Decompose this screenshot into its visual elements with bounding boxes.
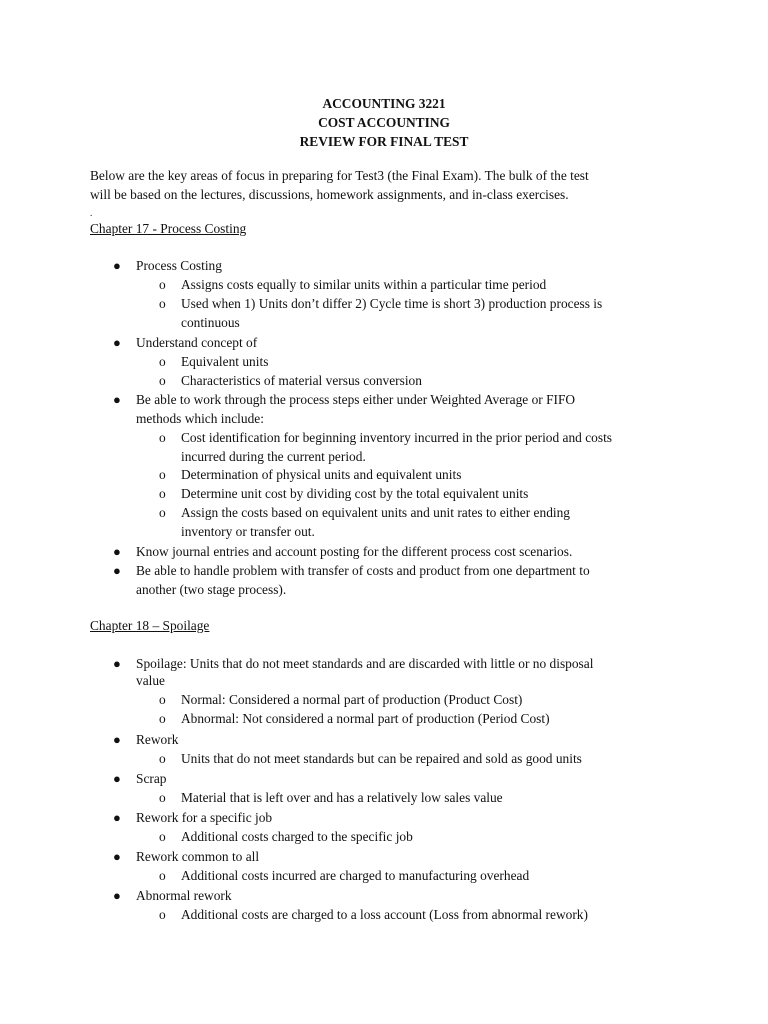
chapter-17-heading: Chapter 17 - Process Costing [90,221,247,236]
list-item: Rework [136,732,179,747]
sub-list-item-continued: continuous [181,315,240,330]
sub-bullet-icon: o [159,829,166,844]
bullet-icon: ● [113,656,121,671]
sub-list-item: Used when 1) Units don’t differ 2) Cycle time is short 3) production process is [181,296,603,311]
sub-bullet-icon: o [159,277,166,292]
bullet-icon: ● [113,732,121,747]
sub-bullet-icon: o [159,296,166,311]
sub-list-item-continued: incurred during the current period. [181,449,366,464]
list-item: Rework common to all [136,849,260,864]
sub-bullet-icon: o [159,711,166,726]
sub-bullet-icon: o [159,692,166,707]
list-item: Spoilage: Units that do not meet standards and are discarded with little or no disposal [136,656,594,671]
sub-list-item: Assign the costs based on equivalent units and unit rates to either ending [181,505,570,520]
sub-bullet-icon: o [159,467,166,482]
list-item: Understand concept of [136,335,258,350]
bullet-icon: ● [113,563,121,578]
sub-list-item: Additional costs are charged to a loss account (Loss from abnormal rework) [181,907,588,922]
sub-list-item: Normal: Considered a normal part of production (Product Cost) [181,692,523,707]
course-subtitle: COST ACCOUNTING [318,115,450,130]
sub-bullet-icon: o [159,354,166,369]
sub-bullet-icon: o [159,486,166,501]
list-item: Rework for a specific job [136,810,273,825]
sub-list-item: Additional costs incurred are charged to manufacturing overhead [181,868,530,883]
list-item-continued: another (two stage process). [136,582,287,597]
sub-list-item: Determine unit cost by dividing cost by the total equivalent units [181,486,529,501]
bullet-icon: ● [113,771,121,786]
sub-bullet-icon: o [159,790,166,805]
bullet-icon: ● [113,544,121,559]
intro-line-1: Below are the key areas of focus in preparing for Test3 (the Final Exam). The bulk of the test [90,168,589,183]
sub-list-item-continued: inventory or transfer out. [181,524,315,539]
sub-list-item: Units that do not meet standards but can be repaired and sold as good units [181,751,582,766]
sub-bullet-icon: o [159,373,166,388]
list-item: Process Costing [136,258,222,273]
bullet-icon: ● [113,849,121,864]
list-item: Know journal entries and account posting for the different process cost scenarios. [136,544,573,559]
sub-list-item: Abnormal: Not considered a normal part of production (Period Cost) [181,711,550,726]
sub-bullet-icon: o [159,868,166,883]
list-item: Be able to handle problem with transfer of costs and product from one department to [136,563,590,578]
list-item: Be able to work through the process steps either under Weighted Average or FIFO [136,392,576,407]
sub-list-item: Cost identification for beginning inventory incurred in the prior period and costs [181,430,613,445]
sub-list-item: Equivalent units [181,354,269,369]
sub-bullet-icon: o [159,430,166,445]
list-item-continued: methods which include: [136,411,264,426]
document-title: REVIEW FOR FINAL TEST [299,134,469,149]
list-item: Abnormal rework [136,888,232,903]
bullet-icon: ● [113,392,121,407]
bullet-icon: ● [113,258,121,273]
sub-bullet-icon: o [159,907,166,922]
sub-bullet-icon: o [159,751,166,766]
bullet-icon: ● [113,888,121,903]
course-title: ACCOUNTING 3221 [322,96,446,111]
sub-list-item: Material that is left over and has a relatively low sales value [181,790,503,805]
chapter-18-heading: Chapter 18 – Spoilage [90,618,210,633]
sub-list-item: Determination of physical units and equivalent units [181,467,462,482]
list-item: Scrap [136,771,167,786]
bullet-icon: ● [113,335,121,350]
list-item-continued: value [136,673,165,688]
intro-line-2: will be based on the lectures, discussions, homework assignments, and in-class exercises. [90,187,569,202]
bullet-icon: ● [113,810,121,825]
stray-period: . [90,208,93,218]
sub-list-item: Additional costs charged to the specific job [181,829,413,844]
sub-list-item: Assigns costs equally to similar units within a particular time period [181,277,547,292]
sub-list-item: Characteristics of material versus conversion [181,373,422,388]
sub-bullet-icon: o [159,505,166,520]
